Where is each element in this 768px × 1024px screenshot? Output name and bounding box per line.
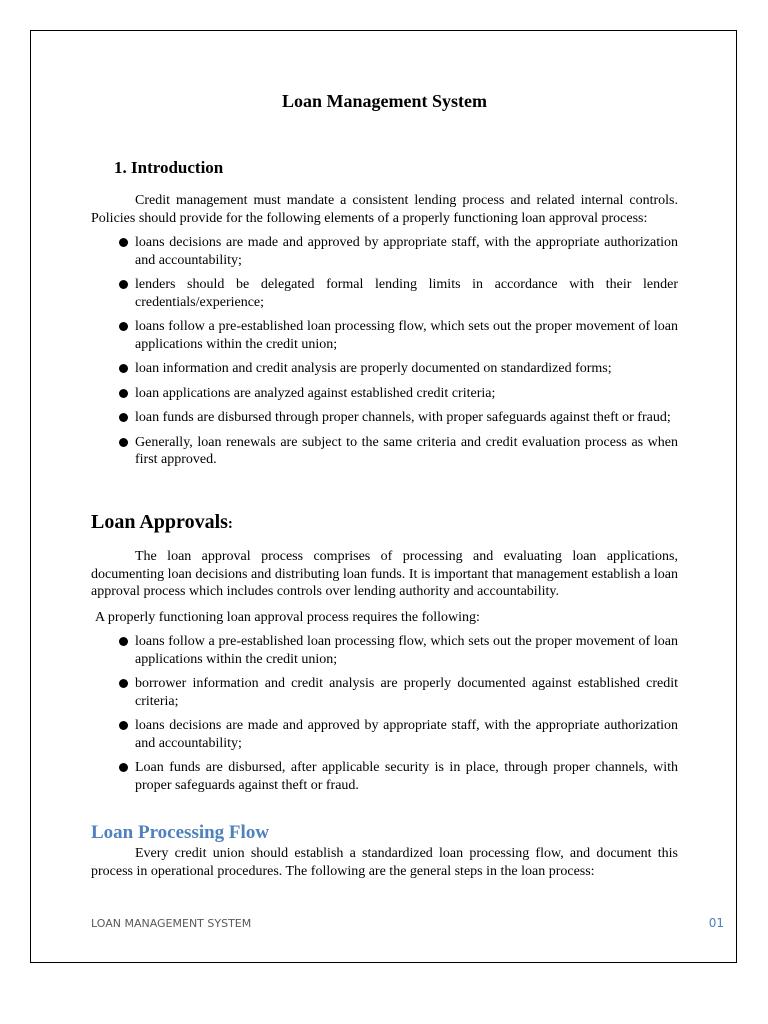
flow-section xyxy=(91,822,678,880)
document-page xyxy=(30,30,737,963)
bullet-icon xyxy=(119,413,128,422)
intro-bullet-list xyxy=(91,234,678,469)
list-item xyxy=(91,717,678,752)
list-item xyxy=(91,409,678,427)
approvals-lead: A properly functioning loan approval process requires the following: xyxy=(95,609,480,625)
bullet-icon xyxy=(119,322,128,331)
list-item-text: loans follow a pre-established loan processing flow, which sets out the proper movement of loan applications within the credit union; xyxy=(135,319,678,352)
approvals-paragraph: The loan approval process comprises of processing and evaluating loan applications, documenting loan decisions and distributing loan funds. It is important that management establish a loan approval process which includes controls over lending authority and accountability. xyxy=(91,549,678,599)
list-item-text: borrower information and credit analysis are properly documented against established credit criteria; xyxy=(135,676,678,709)
flow-heading: Loan Processing Flow xyxy=(91,822,270,843)
list-item-text: Loan funds are disbursed, after applicable security is in place, through proper channels, with proper safeguards against theft or fraud. xyxy=(135,760,678,793)
list-item-text: loans follow a pre-established loan processing flow, which sets out the proper movement of loan applications within the credit union; xyxy=(135,634,678,667)
flow-paragraph: Every credit union should establish a standardized loan processing flow, and document this process in operational procedures. The following are the general steps in the loan process: xyxy=(91,846,678,879)
list-item xyxy=(91,276,678,311)
bullet-icon xyxy=(119,438,128,447)
list-item-text: lenders should be delegated formal lending limits in accordance with their lender credentials/experience; xyxy=(135,277,678,310)
approvals-heading xyxy=(91,511,678,534)
list-item-text: loans decisions are made and approved by appropriate staff, with the appropriate authorization and accountability; xyxy=(135,235,678,268)
list-item xyxy=(91,759,678,794)
bullet-icon xyxy=(119,280,128,289)
list-item-text: loan funds are disbursed through proper channels, with proper safeguards against theft or fraud; xyxy=(135,410,671,425)
list-item xyxy=(91,633,678,668)
list-item xyxy=(91,360,678,378)
footer-title: LOAN MANAGEMENT SYSTEM xyxy=(91,917,252,930)
document-title: Loan Management System xyxy=(282,91,487,111)
intro-paragraph: Credit management must mandate a consistent lending process and related internal controls. Policies should provide for the following elements of a properly functioning loan approval process: xyxy=(91,193,678,226)
list-item xyxy=(91,385,678,403)
list-item-text: Generally, loan renewals are subject to the same criteria and credit evaluation process as when first approved. xyxy=(135,434,678,467)
bullet-icon xyxy=(119,721,128,730)
list-item-text: loans decisions are made and approved by appropriate staff, with the appropriate authorization and accountability; xyxy=(135,718,678,751)
bullet-icon xyxy=(119,364,128,373)
intro-section xyxy=(91,192,678,476)
bullet-icon xyxy=(119,637,128,646)
bullet-icon xyxy=(119,679,128,688)
list-item xyxy=(91,318,678,353)
bullet-icon xyxy=(119,389,128,398)
intro-heading: 1. Introduction xyxy=(114,158,224,177)
approvals-bullet-list xyxy=(91,633,678,794)
list-item xyxy=(91,675,678,710)
list-item-text: loan applications are analyzed against established credit criteria; xyxy=(135,385,496,401)
approvals-section xyxy=(91,511,678,801)
bullet-icon xyxy=(119,238,128,247)
list-item-text: loan information and credit analysis are properly documented on standardized forms; xyxy=(135,361,612,376)
approvals-heading-colon: : xyxy=(227,516,233,532)
list-item xyxy=(91,234,678,269)
page-number: 01 xyxy=(708,916,724,930)
bullet-icon xyxy=(119,763,128,772)
list-item xyxy=(91,434,678,469)
approvals-heading-text: Loan Approvals xyxy=(91,511,228,533)
